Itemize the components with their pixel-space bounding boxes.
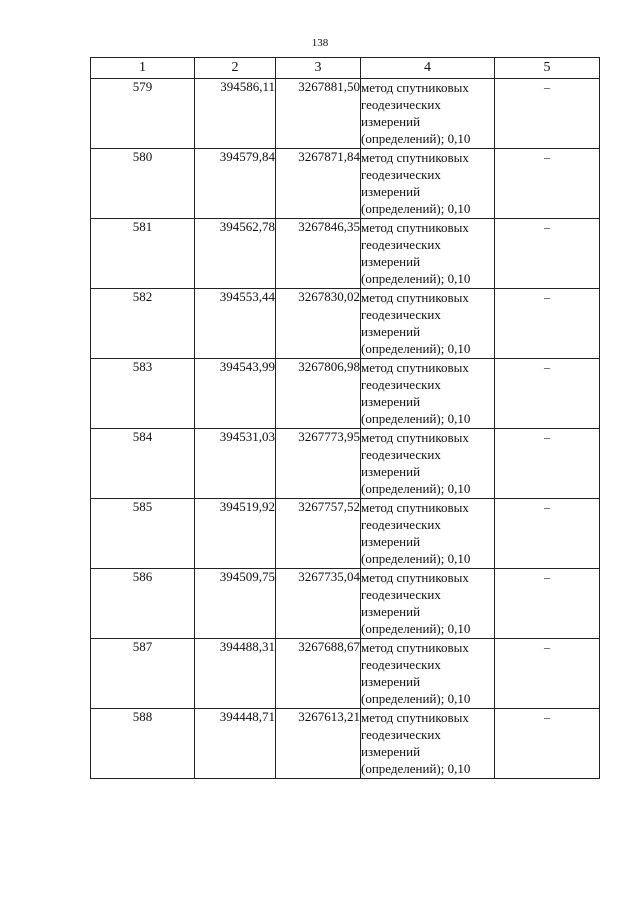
point-number-cell: 582 (91, 289, 195, 359)
y-coordinate-cell: 3267871,84 (276, 149, 361, 219)
point-number-cell: 580 (91, 149, 195, 219)
table-row (91, 79, 600, 149)
point-number-cell: 587 (91, 639, 195, 709)
y-coordinate-cell: 3267830,02 (276, 289, 361, 359)
note-dash: – (544, 570, 550, 584)
point-number-cell: 586 (91, 569, 195, 639)
table-row (91, 499, 600, 569)
table-row (91, 359, 600, 429)
point-number-cell: 585 (91, 499, 195, 569)
method-accuracy-cell: метод спутниковых геодезических измерений (определений); 0,10 (361, 639, 495, 709)
method-accuracy-cell: метод спутниковых геодезических измерений (определений); 0,10 (361, 429, 495, 499)
table-header-row (91, 58, 600, 79)
table-body (91, 79, 600, 779)
x-coordinate-cell: 394562,78 (195, 219, 276, 289)
x-coordinate-cell: 394579,84 (195, 149, 276, 219)
y-coordinate-cell: 3267773,95 (276, 429, 361, 499)
column-header-point-number: 1 (91, 58, 195, 79)
note-cell (495, 709, 600, 779)
page-number: 138 (311, 37, 329, 49)
y-coordinate-cell: 3267806,98 (276, 359, 361, 429)
note-cell (495, 569, 600, 639)
column-header-x: 2 (195, 58, 276, 79)
method-accuracy-cell: метод спутниковых геодезических измерений (определений); 0,10 (361, 499, 495, 569)
note-dash: – (544, 500, 550, 514)
method-accuracy-cell: метод спутниковых геодезических измерений (определений); 0,10 (361, 569, 495, 639)
x-coordinate-cell: 394553,44 (195, 289, 276, 359)
note-cell (495, 639, 600, 709)
x-coordinate-cell: 394543,99 (195, 359, 276, 429)
y-coordinate-cell: 3267846,35 (276, 219, 361, 289)
table-row (91, 639, 600, 709)
table-row (91, 569, 600, 639)
method-accuracy-cell: метод спутниковых геодезических измерений (определений); 0,10 (361, 149, 495, 219)
y-coordinate-cell: 3267688,67 (276, 639, 361, 709)
note-dash: – (544, 220, 550, 234)
table-row (91, 149, 600, 219)
note-cell (495, 79, 600, 149)
column-header-y: 3 (276, 58, 361, 79)
x-coordinate-cell: 394488,31 (195, 639, 276, 709)
note-cell (495, 219, 600, 289)
table-row (91, 219, 600, 289)
note-dash: – (544, 430, 550, 444)
y-coordinate-cell: 3267613,21 (276, 709, 361, 779)
x-coordinate-cell: 394448,71 (195, 709, 276, 779)
point-number-cell: 588 (91, 709, 195, 779)
note-dash: – (544, 290, 550, 304)
y-coordinate-cell: 3267757,52 (276, 499, 361, 569)
table-row (91, 709, 600, 779)
note-cell (495, 149, 600, 219)
x-coordinate-cell: 394531,03 (195, 429, 276, 499)
point-number-cell: 579 (91, 79, 195, 149)
method-accuracy-cell: метод спутниковых геодезических измерений (определений); 0,10 (361, 289, 495, 359)
column-header-method: 4 (361, 58, 495, 79)
method-accuracy-cell: метод спутниковых геодезических измерений (определений); 0,10 (361, 219, 495, 289)
note-cell (495, 499, 600, 569)
point-number-cell: 583 (91, 359, 195, 429)
coordinates-table (90, 57, 600, 779)
table-row (91, 289, 600, 359)
note-dash: – (544, 640, 550, 654)
y-coordinate-cell: 3267735,04 (276, 569, 361, 639)
note-dash: – (544, 360, 550, 374)
x-coordinate-cell: 394586,11 (195, 79, 276, 149)
note-cell (495, 429, 600, 499)
method-accuracy-cell: метод спутниковых геодезических измерений (определений); 0,10 (361, 359, 495, 429)
method-accuracy-cell: метод спутниковых геодезических измерений (определений); 0,10 (361, 709, 495, 779)
note-dash: – (544, 150, 550, 164)
note-cell (495, 359, 600, 429)
x-coordinate-cell: 394519,92 (195, 499, 276, 569)
y-coordinate-cell: 3267881,50 (276, 79, 361, 149)
note-dash: – (544, 710, 550, 724)
column-header-note: 5 (495, 58, 600, 79)
table-row (91, 429, 600, 499)
note-dash: – (544, 80, 550, 94)
point-number-cell: 581 (91, 219, 195, 289)
x-coordinate-cell: 394509,75 (195, 569, 276, 639)
note-cell (495, 289, 600, 359)
point-number-cell: 584 (91, 429, 195, 499)
method-accuracy-cell: метод спутниковых геодезических измерений (определений); 0,10 (361, 79, 495, 149)
